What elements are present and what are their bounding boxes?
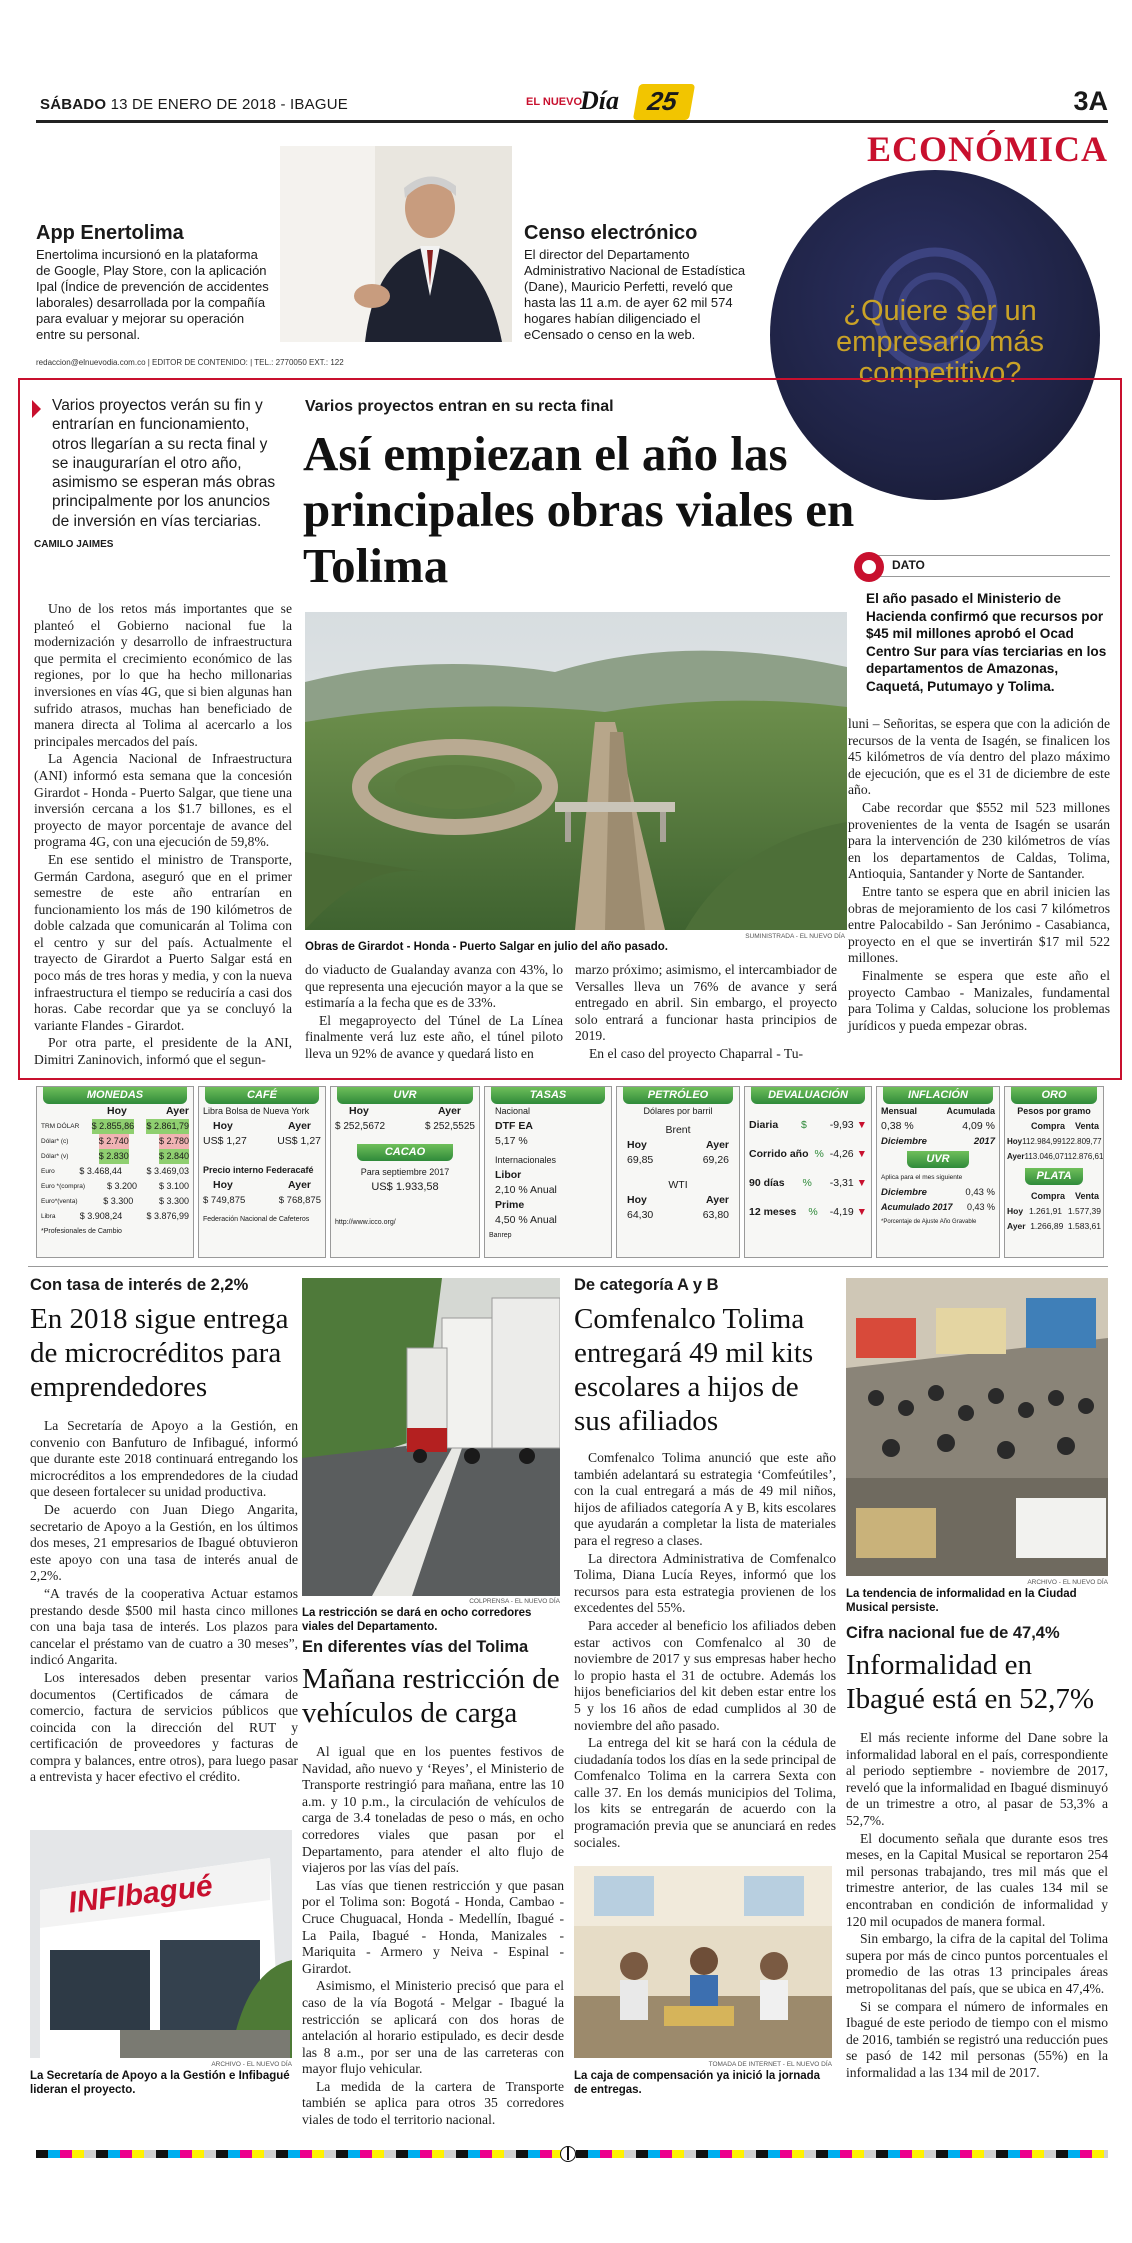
contact-line: redaccion@elnuevodia.com.co | EDITOR DE CONTENIDO: | TEL.: 2770050 EXT.: 122 — [36, 358, 344, 367]
brief-text: Enertolima incursionó en la plataforma de Google, Play Store, con la aplicación Ipal (Índice de prevención de accidentes laborales) desarrollada por la compañía para evaluar y mejorar su operación entre su personal. — [36, 247, 269, 342]
market-row — [617, 1153, 739, 1168]
market-value: 2,10 % Anual — [495, 1184, 557, 1196]
market-label: Libor — [495, 1169, 522, 1181]
paragraph: De acuerdo con Juan Diego Angarita, secretario de Apoyo a la Gestión, en los últimos dos meses, 21 empresarios de Ibagué obtuvieron este apoyo con una tasa de interés anual de 2,2%. — [30, 1501, 298, 1584]
lead-kicker: Varios proyectos entran en su recta final — [305, 398, 614, 415]
dateline — [40, 96, 348, 113]
market-row — [331, 1119, 479, 1134]
paragraph: En el caso del proyecto Chaparral - Tu- — [589, 1045, 804, 1061]
anniversary-badge — [633, 84, 695, 120]
dato-box — [852, 552, 1112, 710]
photo-credit: ARCHIVO - EL NUEVO DÍA — [1027, 1579, 1108, 1586]
row-label: Hoy — [1007, 1137, 1023, 1146]
market-title: CAFÉ — [205, 1087, 319, 1104]
market-row — [877, 1134, 999, 1149]
newspaper-logo — [526, 88, 736, 118]
page-number: 3A — [1073, 86, 1108, 116]
row-label: Euro — [41, 1168, 55, 1175]
row-unit: % — [802, 1177, 812, 1189]
infibague-photo — [30, 1830, 292, 2058]
market-title: ORO — [1011, 1087, 1097, 1104]
row-value: 69,85 — [627, 1154, 654, 1166]
photo-caption: La Secretaría de Apoyo a la Gestión e Infibagué lideran el proyecto. — [30, 2070, 290, 2096]
paragraph: Los interesados deben presentar varios documentos (Certificados de cámara de comercio, factura de servicios públicos que coincida con la dirección del RUT y certificación de proveedores y facturas de compra y balances, entre otros), para luego pasar a entrevista y hacer efectivo el crédito. — [30, 1669, 298, 1785]
building-illustration — [30, 1830, 292, 2058]
market-note: *Porcentaje de Ajuste Año Gravable — [881, 1219, 977, 1225]
market-cafe — [198, 1086, 326, 1258]
market-inflacion — [876, 1086, 1000, 1258]
paragraph: marzo próximo; asimismo, el intercambiador de Versalles lleva un 76% de avance y será entregado en abril. Sin embargo, el proyecto solo entrará a funcionar hasta principios de 2019. — [575, 962, 837, 1044]
row-value: $ 3.100 — [158, 1181, 189, 1191]
row-label: Dólar* (v) — [41, 1153, 69, 1160]
row-label: Libra — [41, 1213, 56, 1220]
market-row — [199, 1134, 325, 1149]
photo-caption: La tendencia de informalidad en la Ciudad Musical persiste. — [846, 1588, 1077, 1614]
down-arrow-icon: ▼ — [856, 1177, 867, 1189]
row-label: Diciembre — [881, 1187, 927, 1198]
market-title: DEVALUACIÓN — [751, 1087, 865, 1104]
market-cols — [1005, 1119, 1103, 1134]
row-label: Euro *(compra) — [41, 1183, 86, 1190]
lead-summary — [34, 396, 284, 550]
market-title: INFLACIÓN — [883, 1087, 993, 1104]
portrait-illustration — [280, 146, 512, 342]
paragraph: “A través de la cooperativa Actuar estamos prestando desde $500 mil hasta cinco millones con una baja tasa de interés. Los plazos para cancelar el préstamo van de cuatro a 30 meses”, indicó Angarita. — [30, 1585, 298, 1668]
market-cols — [877, 1104, 999, 1119]
market-title: UVR — [907, 1151, 969, 1168]
market-subtitle: Para septiembre 2017 — [360, 1167, 450, 1177]
row-value-group — [830, 1205, 867, 1220]
crowd-illustration — [846, 1278, 1108, 1576]
col-header: Ayer — [288, 1179, 311, 1191]
market-subtitle: Libra Bolsa de Nueva York — [203, 1106, 310, 1116]
classroom-photo — [574, 1866, 832, 2058]
row-label: Ayer — [1007, 1221, 1026, 1231]
row-unit: % — [814, 1148, 824, 1160]
market-note: *Profesionales de Cambio — [41, 1228, 122, 1235]
market-cols — [199, 1178, 325, 1193]
paragraph: La medida de la cartera de Transporte también se aplica para otros 35 corredores viales de todo el territorio nacional. — [302, 2078, 564, 2128]
row-value: $ 768,875 — [278, 1195, 321, 1206]
market-crowd-photo — [846, 1278, 1108, 1576]
market-value: US$ 1.933,58 — [371, 1181, 439, 1193]
row-value: 4,09 % — [962, 1120, 995, 1132]
market-row — [37, 1149, 193, 1164]
brief-title: App Enertolima — [36, 222, 184, 244]
paragraph: Cabe recordar que $552 mil 523 millones provenientes de la venta de Isagén se usarán para la intervención de 230 kilómetros de vías en los departamentos de Caldas, Tolima, Antioquia, Santander y Norte de Santander. — [848, 799, 1110, 882]
col-header: Ayer — [438, 1105, 461, 1117]
row-value: 0,43 % — [966, 1202, 995, 1212]
story-body — [846, 1730, 1108, 2082]
row-value: 113.046,07 — [1024, 1152, 1064, 1161]
story-kicker: Con tasa de interés de 2,2% — [30, 1276, 249, 1294]
classroom-illustration — [574, 1866, 832, 2058]
market-label: Prime — [495, 1199, 525, 1211]
brief-text: El director del Departamento Administrativo Nacional de Estadística (Dane), Mauricio Perfetti, reveló que hasta las 11 a.m. de ayer 62 mil 574 hogares habían diligenciado el eCensado o censo en la web. — [524, 247, 746, 342]
row-value: $ 3.300 — [103, 1196, 134, 1206]
row-label: Euro*(venta) — [41, 1198, 78, 1205]
market-title: TASAS — [491, 1087, 605, 1104]
row-label: TRM DÓLAR — [41, 1123, 80, 1130]
paragraph: luni – Señoritas, se espera que con la adición de recursos de la venta de Isagén, se finalicen los 45 kilómetros de vía dentro del plazo máximo de ejecución, que es el 31 de diciembre de este año. — [848, 716, 1110, 798]
row-value: 0,38 % — [881, 1120, 914, 1132]
col-header: Hoy — [213, 1179, 233, 1191]
market-title: PETRÓLEO — [623, 1087, 733, 1104]
row-label: Hoy — [1007, 1206, 1024, 1216]
photo-caption: La caja de compensación ya inició la jornada de entregas. — [574, 2070, 821, 2096]
market-note: Banrep — [489, 1232, 512, 1239]
paragraph: Sin embargo, la cifra de la capital del Tolima supera por más de cinco puntos porcentuales el promedio de las otras 13 principales áreas metropolitanas del país, que se ubica en 47,4%. — [846, 1931, 1108, 1996]
header-rule — [36, 120, 1108, 123]
row-value: $ 2.830 — [99, 1149, 129, 1164]
row-value: 64,30 — [627, 1209, 654, 1221]
paragraph: Uno de los retos más importantes que se planteó el Gobierno nacional fue la modernización y desarrollo de infraestructura que permita el crecimiento económico de las regiones, por lo que ha hecho millonarias inversiones en vías 4G, que si bien algunas han sufrido atrasos, muchas han beneficiado de manera directa al Tolima al acercarlo a los principales mercados del país. — [34, 601, 292, 749]
photo-credit: COLPRENSA - EL NUEVO DÍA — [469, 1598, 560, 1605]
col-header: Acumulada — [946, 1106, 995, 1116]
dato-text: El año pasado el Ministerio de Hacienda confirmó que recursos por $45 mil millones aprobó el Ocad Centro Sur para vías terciarias en los departamentos de Amazonas, Caquetá, Putumayo y Tolima. — [866, 591, 1107, 694]
portrait-photo — [280, 146, 512, 342]
market-cols — [331, 1104, 479, 1119]
market-note: http://www.icco.org/ — [335, 1219, 396, 1226]
col-header: Venta — [1074, 1121, 1099, 1131]
row-value: 112.984,99 — [1022, 1137, 1062, 1146]
row-value: $ 252,5672 — [335, 1121, 386, 1132]
lead-headline: Así empiezan el año las principales obras viales en Tolima — [303, 426, 855, 593]
trucks-photo — [302, 1278, 560, 1596]
market-row — [37, 1194, 193, 1209]
brief-title: Censo electrónico — [524, 222, 698, 244]
col-header: Mensual — [881, 1106, 918, 1116]
paragraph: do viaducto de Gualanday avanza con 43%, lo que representa una ejecución mayor a la que se estimaría a la fecha que es de 33%. — [305, 962, 563, 1011]
col-header: Hoy — [349, 1105, 369, 1117]
down-arrow-icon: ▼ — [856, 1119, 867, 1131]
paragraph: La Agencia Nacional de Infraestructura (ANI) informó esta semana que la concesión Girardot - Honda - Puerto Salgar, que tiene una inversión cercana a los $1.7 billones, es el proyecto de mayor porcentaje de avance del programa 4G, con una ejecución de 59,8%. — [34, 751, 292, 850]
dato-label: DATO — [892, 558, 925, 572]
anniversary-number: 25 — [645, 86, 680, 116]
photo-credit: ARCHIVO - EL NUEVO DÍA — [211, 2061, 292, 2068]
market-label: Internacionales — [495, 1155, 557, 1165]
row-value-group — [830, 1118, 867, 1133]
market-row — [37, 1119, 193, 1134]
market-title: CACAO — [357, 1144, 453, 1161]
row-value: $ 2.855,86 — [92, 1119, 135, 1134]
registration-cross — [567, 2147, 569, 2160]
row-value: -4,26 — [829, 1148, 854, 1160]
market-row — [877, 1200, 999, 1215]
paragraph: La Secretaría de Apoyo a la Gestión, en convenio con Banfuturo de Infibagué, informó que durante este 2018 continuará entregando los microcréditos a los emprendedores de la ciudad que deseen fortalecer su unidad productiva. — [30, 1418, 298, 1500]
paragraph: Las vías que tienen restricción y que pasan por el Tolima son: Bogotá - Honda, Cambao - Cruce Chuguacal, Honda - Medellín, Ibagué - La Paila, Ibagué - Honda, Manizales - Mariquita - Armero y Neiva - Espinal - Girardot. — [302, 1877, 564, 1976]
row-value: 122.809,77 — [1061, 1137, 1102, 1146]
row-label: Corrido año — [749, 1148, 809, 1160]
building-sign: INFIbagué — [66, 1869, 215, 1920]
market-row — [37, 1179, 193, 1194]
row-unit: $ — [801, 1119, 807, 1131]
row-value-group — [830, 1176, 867, 1191]
paragraph: El megaproyecto del Túnel de La Línea finalmente verá luz este año, el túnel piloto lleva un 92% de avance y quedará listo en — [305, 1012, 563, 1061]
lead-column-4 — [848, 716, 1110, 1035]
market-title: MONEDAS — [43, 1087, 187, 1104]
row-value-group — [830, 1147, 867, 1162]
col-header: Hoy — [627, 1194, 647, 1206]
dato-icon — [854, 552, 884, 582]
down-arrow-icon: ▼ — [856, 1148, 867, 1160]
col-header: Compra — [1031, 1121, 1066, 1131]
market-row — [745, 1176, 871, 1191]
row-value: $ 3.876,99 — [146, 1211, 189, 1221]
row-value: 69,26 — [702, 1154, 729, 1166]
row-value: 1.577,39 — [1067, 1206, 1101, 1216]
market-row — [877, 1185, 999, 1200]
row-value: $ 2.740 — [99, 1134, 129, 1149]
row-value: US$ 1,27 — [203, 1135, 247, 1147]
market-row — [877, 1119, 999, 1134]
market-label: WTI — [668, 1179, 688, 1191]
market-note: Federación Nacional de Cafeteros — [203, 1216, 310, 1223]
row-value: $ 252,5525 — [424, 1121, 475, 1132]
highway-illustration — [305, 612, 847, 930]
row-value: -9,93 — [829, 1119, 854, 1131]
paragraph: El documento señala que durante esos tres meses, en la Capital Musical se reportaron 254 mil personas trabajando, tres mil más que el trimestre anterior, de las cuales 134 mil se encontraban en condición de informalidad y 120 mil ocupados de manera formal. — [846, 1830, 1108, 1929]
market-row — [37, 1209, 193, 1224]
row-value: $ 3.468,44 — [79, 1166, 122, 1176]
row-label: 2017 — [973, 1136, 995, 1147]
market-row — [745, 1147, 871, 1162]
down-arrow-icon: ▼ — [856, 1206, 867, 1218]
market-oro — [1004, 1086, 1104, 1258]
row-value: $ 3.908,24 — [79, 1211, 123, 1221]
market-row — [617, 1208, 739, 1223]
market-petroleo — [616, 1086, 740, 1258]
row-label: Diaria — [749, 1119, 779, 1131]
row-label: 12 meses — [749, 1206, 797, 1218]
photo-credit: SUMINISTRADA - EL NUEVO DÍA — [745, 933, 845, 940]
row-value: $ 3.200 — [107, 1181, 138, 1191]
market-monedas — [36, 1086, 194, 1258]
market-title: UVR — [337, 1087, 473, 1104]
dateline-day: SÁBADO — [40, 96, 107, 113]
highway-photo — [305, 612, 847, 930]
section-rule — [28, 1266, 1108, 1267]
row-value: $ 749,875 — [203, 1195, 246, 1206]
paragraph: Por otra parte, el presidente de la ANI, Dimitri Zaninovich, informó que el segun- — [34, 1035, 292, 1068]
market-uvr — [330, 1086, 480, 1258]
paragraph: En ese sentido el ministro de Transporte, Germán Cardona, aseguró que en el primer semestre de este año entrarían en funcionamiento los más de 190 kilómetros de doble calzada que comunicarán al Tolima con el centro y sur del país. Actualmente el trayecto de Girardot a Puerto Salgar está en poco más de tres horas y media, y con la nueva infraestructura el tiempo se reduciría a casi dos horas. Cabe recordar que ya se concluyó la variante Flandes - Girardot. — [34, 851, 292, 1033]
market-row — [37, 1164, 193, 1179]
paragraph: La entrega del kit se hará con la cédula de ciudadanía todos los días en la sede principal de Comfenalco Tolima en la carrera Sexta con calle 37. En los demás municipios del Tolima, los kits se entregarán de acuerdo con la programación previa que se anunciará en redes sociales. — [574, 1735, 836, 1850]
row-label: 90 días — [749, 1177, 785, 1189]
market-row — [1005, 1219, 1103, 1234]
market-row — [1005, 1204, 1103, 1219]
row-value: -4,19 — [829, 1206, 854, 1218]
market-row — [745, 1118, 871, 1133]
story-headline: Informalidad en Ibagué está en 52,7% — [846, 1649, 1095, 1715]
lead-column-3 — [575, 962, 837, 1064]
brief-enertolima — [36, 222, 272, 343]
col-header: Ayer — [166, 1105, 189, 1117]
paragraph: El más reciente informe del Dane sobre la informalidad laboral en el país, correspondiente al periodo septiembre - noviembre de 2017, reveló que la informalidad en Ibagué disminuyó de un trimestre a otro, al pasar de 53,3% a 52,7%. — [846, 1730, 1108, 1828]
market-subtitle: Pesos por gramo — [1017, 1106, 1091, 1116]
story-kicker: De categoría A y B — [574, 1276, 719, 1294]
row-value: $ 3.300 — [158, 1196, 189, 1206]
paragraph: Comfenalco Tolima anunció que este año también adelantará su estrategia ‘Comfeútiles’, con la cual entregará a más de 49 mil niños, hijos de afiliados categoría A y B, kits escolares que ayudarán a completar la lista de materiales para el regreso a clases. — [574, 1450, 836, 1548]
row-value: 1.261,91 — [1028, 1206, 1063, 1216]
ad-text: ¿Quiere ser un empresario más competitivo? — [836, 295, 1044, 389]
trucks-illustration — [302, 1278, 560, 1596]
market-row — [37, 1134, 193, 1149]
photo-caption: La restricción se dará en ocho corredores viales del Departamento. — [302, 1607, 532, 1633]
photo-caption: Obras de Girardot - Honda - Puerto Salgar en julio del año pasado. — [305, 941, 668, 953]
story-headline: Mañana restricción de vehículos de carga — [302, 1663, 560, 1729]
row-value: 1.266,89 — [1030, 1221, 1064, 1231]
summary-marker — [32, 400, 41, 418]
row-value: 0,43 % — [965, 1187, 995, 1198]
col-header: Venta — [1074, 1191, 1099, 1201]
story-body — [302, 1744, 564, 2130]
market-cols — [37, 1104, 193, 1119]
story-kicker: En diferentes vías del Tolima — [302, 1638, 529, 1656]
paragraph: Para acceder al beneficio los afiliados deben estar activos con Comfenalco al 30 de noviembre de 2017 y sus empresas haber hecho lo propio hasta el 31 de octubre. Además los hijos beneficiarios del kit deben estar entre los 5 y los 16 años de edad cumplidos al 30 de noviembre del año pasado. — [574, 1617, 836, 1733]
brief-censo — [524, 222, 760, 343]
lead-column-1 — [34, 601, 292, 1070]
market-value: 5,17 % — [495, 1135, 528, 1147]
row-value: $ 2.861,79 — [146, 1119, 189, 1134]
registration-mark-icon — [560, 2146, 576, 2162]
row-label: Dólar* (c) — [41, 1138, 69, 1145]
photo-credit: TOMADA DE INTERNET - EL NUEVO DÍA — [708, 2061, 832, 2068]
market-row — [199, 1193, 325, 1208]
market-value: 4,50 % Anual — [495, 1214, 557, 1226]
row-label: Diciembre — [881, 1136, 927, 1147]
col-header: Ayer — [288, 1120, 311, 1132]
col-header: Hoy — [627, 1139, 647, 1151]
market-cols — [199, 1119, 325, 1134]
paragraph: Entre tanto se espera que en abril inicien las obras de mejoramiento de los casi 7 kilómetros entre Palocabildo - San Jerónimo - Casabianca, proyecto en el que se invertirán $17 mil 522 millones. — [848, 883, 1110, 966]
market-cols — [617, 1138, 739, 1153]
story-headline: Comfenalco Tolima entregará 49 mil kits escolares a hijos de sus afiliados — [574, 1303, 814, 1437]
col-header: Hoy — [107, 1105, 127, 1117]
logo-prefix: EL NUEVO — [526, 96, 583, 108]
market-tasas — [484, 1086, 612, 1258]
lead-column-2 — [305, 962, 563, 1064]
col-header: Compra — [1031, 1191, 1066, 1201]
author-byline: CAMILO JAIMES — [34, 539, 114, 551]
story-kicker: Cifra nacional fue de 47,4% — [846, 1624, 1060, 1642]
col-header: Hoy — [213, 1120, 233, 1132]
dateline-rest: 13 DE ENERO DE 2018 - IBAGUE — [110, 96, 348, 113]
market-row — [1005, 1134, 1103, 1149]
row-value: 1.583,61 — [1067, 1221, 1101, 1231]
story-body — [574, 1450, 836, 1852]
row-value: 63,80 — [702, 1209, 729, 1221]
paragraph: Al igual que en los puentes festivos de Navidad, año nuevo y ‘Reyes’, el Ministerio de Transporte restringió para mañana, entre las 10 a.m. y 10 p.m., la circulación de vehículos de carga de 3.4 toneladas de peso o más, en ocho corredores viales que pasan por el Departamento, para atender el alto flujo de viajeros por las vías del país. — [302, 1744, 564, 1876]
col-header: Ayer — [706, 1139, 729, 1151]
market-label: DTF EA — [495, 1120, 533, 1132]
paragraph: Asimismo, el Ministerio precisó que para el caso de la vía Bogotá - Melgar - Ibagué la restricción se aplicará con dos horas de antelación al horario estipulado, es decir desde las 8 a.m., por ser una de las carreteras con mayor flujo vehicular. — [302, 1978, 564, 2077]
market-devaluacion — [744, 1086, 872, 1258]
story-headline: En 2018 sigue entrega de microcréditos para emprendedores — [30, 1303, 289, 1403]
story-body — [30, 1418, 298, 1787]
market-row — [1005, 1149, 1103, 1164]
section-title: ECONÓMICA — [867, 129, 1108, 169]
market-cols — [1005, 1189, 1103, 1204]
market-title: PLATA — [1025, 1168, 1083, 1185]
row-value: -3,31 — [829, 1177, 854, 1189]
row-label: Acumulado 2017 — [881, 1202, 953, 1212]
paragraph: Si se compara el número de informales en Ibagué de este periodo de tiempo con el mismo de 2016, también se registró una reducción pues se pasó de 142 mil personas (55%) en la informalidad a las 134 mil de 2017. — [846, 1998, 1108, 2080]
row-unit: % — [808, 1206, 818, 1218]
summary-text: Varios proyectos verán su fin y entrarían en funcionamiento, otros llegarían a su recta final y se inaugurarían el otro año, asimismo se esperan más obras principalmente por los anuncios de inversión en vías terciarias. — [52, 397, 276, 530]
market-note: Aplica para el mes siguiente — [881, 1174, 963, 1181]
market-subtitle: Precio interno Federacafé — [203, 1165, 314, 1175]
paragraph: Finalmente se espera que este año el proyecto Cambao - Manizales, fundamental para Tolima y Caldas, solucione los problemas jurídicos y pueda empezar obras. — [848, 967, 1110, 1033]
market-label: Brent — [665, 1124, 691, 1136]
paragraph: La directora Administrativa de Comfenalco Tolima, Diana Lucía Reyes, informó que los recursos para esta estrategia provienen de los excedentes del 55%. — [574, 1550, 836, 1616]
market-cols — [617, 1193, 739, 1208]
market-row — [745, 1205, 871, 1220]
row-value: $ 2.840 — [159, 1149, 189, 1164]
market-subtitle: Dólares por barril — [643, 1106, 713, 1116]
page-header — [36, 88, 1108, 118]
dato-icon-inner — [862, 560, 876, 574]
col-header: Ayer — [706, 1194, 729, 1206]
logo-main: Día — [580, 86, 619, 115]
row-label: Ayer — [1007, 1152, 1025, 1161]
market-label: Nacional — [495, 1106, 531, 1116]
row-value: US$ 1,27 — [277, 1135, 321, 1147]
row-value: 112.876,61 — [1063, 1152, 1104, 1161]
row-value: $ 3.469,03 — [146, 1166, 189, 1176]
row-value: $ 2.780 — [159, 1134, 189, 1149]
